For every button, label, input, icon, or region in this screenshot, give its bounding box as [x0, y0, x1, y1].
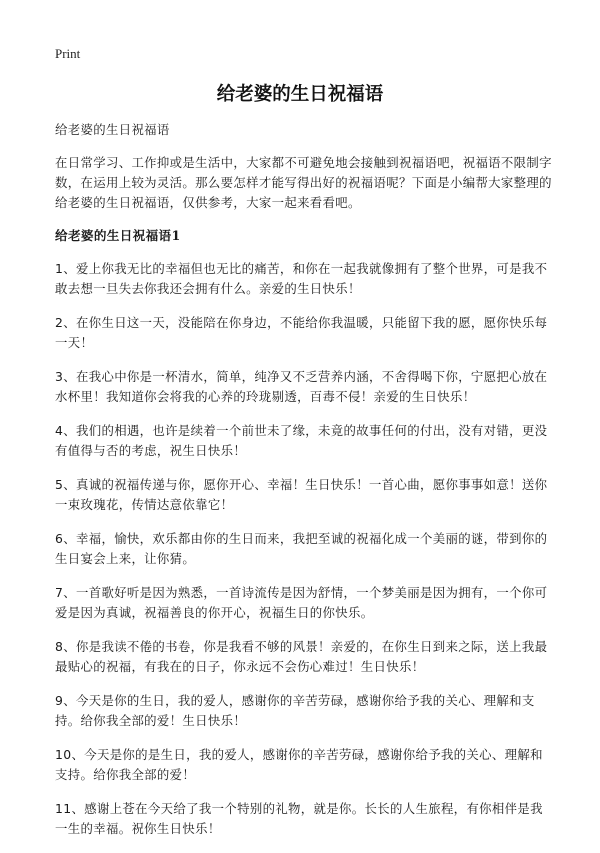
- page-title: 给老婆的生日祝福语: [216, 84, 384, 105]
- wish-item: 10、今天是你的是生日，我的爱人，感谢你的辛苦劳碌，感谢你给予我的关心、理解和支持。给你我全部的爱！: [55, 747, 543, 782]
- wish-item: 3、在我心中你是一杯清水，简单，纯净又不乏营养内涵，不舍得喝下你，宁愿把心放在水杯里！我知道你会将我的心养的玲珑剔透，百毒不侵！亲爱的生日快乐！: [55, 369, 548, 404]
- wish-item: 7、一首歌好听是因为熟悉，一首诗流传是因为舒情，一个梦美丽是因为拥有，一个你可爱是因为真诚，祝福善良的你开心，祝福生日的你快乐。: [55, 585, 548, 620]
- wish-item: 8、你是我读不倦的书卷，你是我看不够的风景！亲爱的，在你生日到来之际，送上我最最贴心的祝福，有我在的日子，你永远不会伤心难过！生日快乐！: [55, 639, 548, 674]
- wish-item: 1、爱上你我无比的幸福但也无比的痛苦，和你在一起我就像拥有了整个世界，可是我不敢去想一旦失去你我还会拥有什么。亲爱的生日快乐！: [55, 261, 548, 296]
- wish-item: 2、在你生日这一天，没能陪在你身边，不能给你我温暖，只能留下我的愿，愿你快乐每一天！: [55, 315, 548, 350]
- intro-paragraph: 在日常学习、工作抑或是生活中，大家都不可避免地会接触到祝福语吧，祝福语不限制字数，在运用上较为灵活。那么要怎样才能写得出好的祝福语呢？下面是小编帮大家整理的给老婆的生日祝福语，仅供参考，大家一起来看看吧。: [55, 155, 552, 210]
- wish-list: [55, 259, 553, 839]
- wish-item: 4、我们的相遇，也许是续着一个前世未了缘，未竟的故事任何的付出，没有对错，更没有值得与否的考虑，祝生日快乐！: [55, 423, 548, 458]
- print-link[interactable]: Print: [55, 46, 81, 61]
- article-subtitle: 给老婆的生日祝福语: [55, 122, 170, 137]
- article-body: [55, 120, 553, 853]
- wish-item: 5、真诚的祝福传递与你，愿你开心、幸福！生日快乐！一首心曲，愿你事事如意！送你一束玫瑰花，传情达意依靠它！: [55, 477, 548, 512]
- wish-item: 9、今天是你的生日，我的爱人，感谢你的辛苦劳碌，感谢你给予我的关心、理解和支持。给你我全部的爱！生日快乐！: [55, 693, 535, 728]
- section-heading: 给老婆的生日祝福语1: [55, 228, 181, 243]
- wish-item: 6、幸福，愉快，欢乐都由你的生日而来，我把至诚的祝福化成一个美丽的谜，带到你的生日宴会上来，让你猜。: [55, 531, 548, 566]
- wish-item: 11、感谢上苍在今天给了我一个特别的礼物，就是你。长长的人生旅程，有你相伴是我一生的幸福。祝你生日快乐！: [55, 801, 543, 836]
